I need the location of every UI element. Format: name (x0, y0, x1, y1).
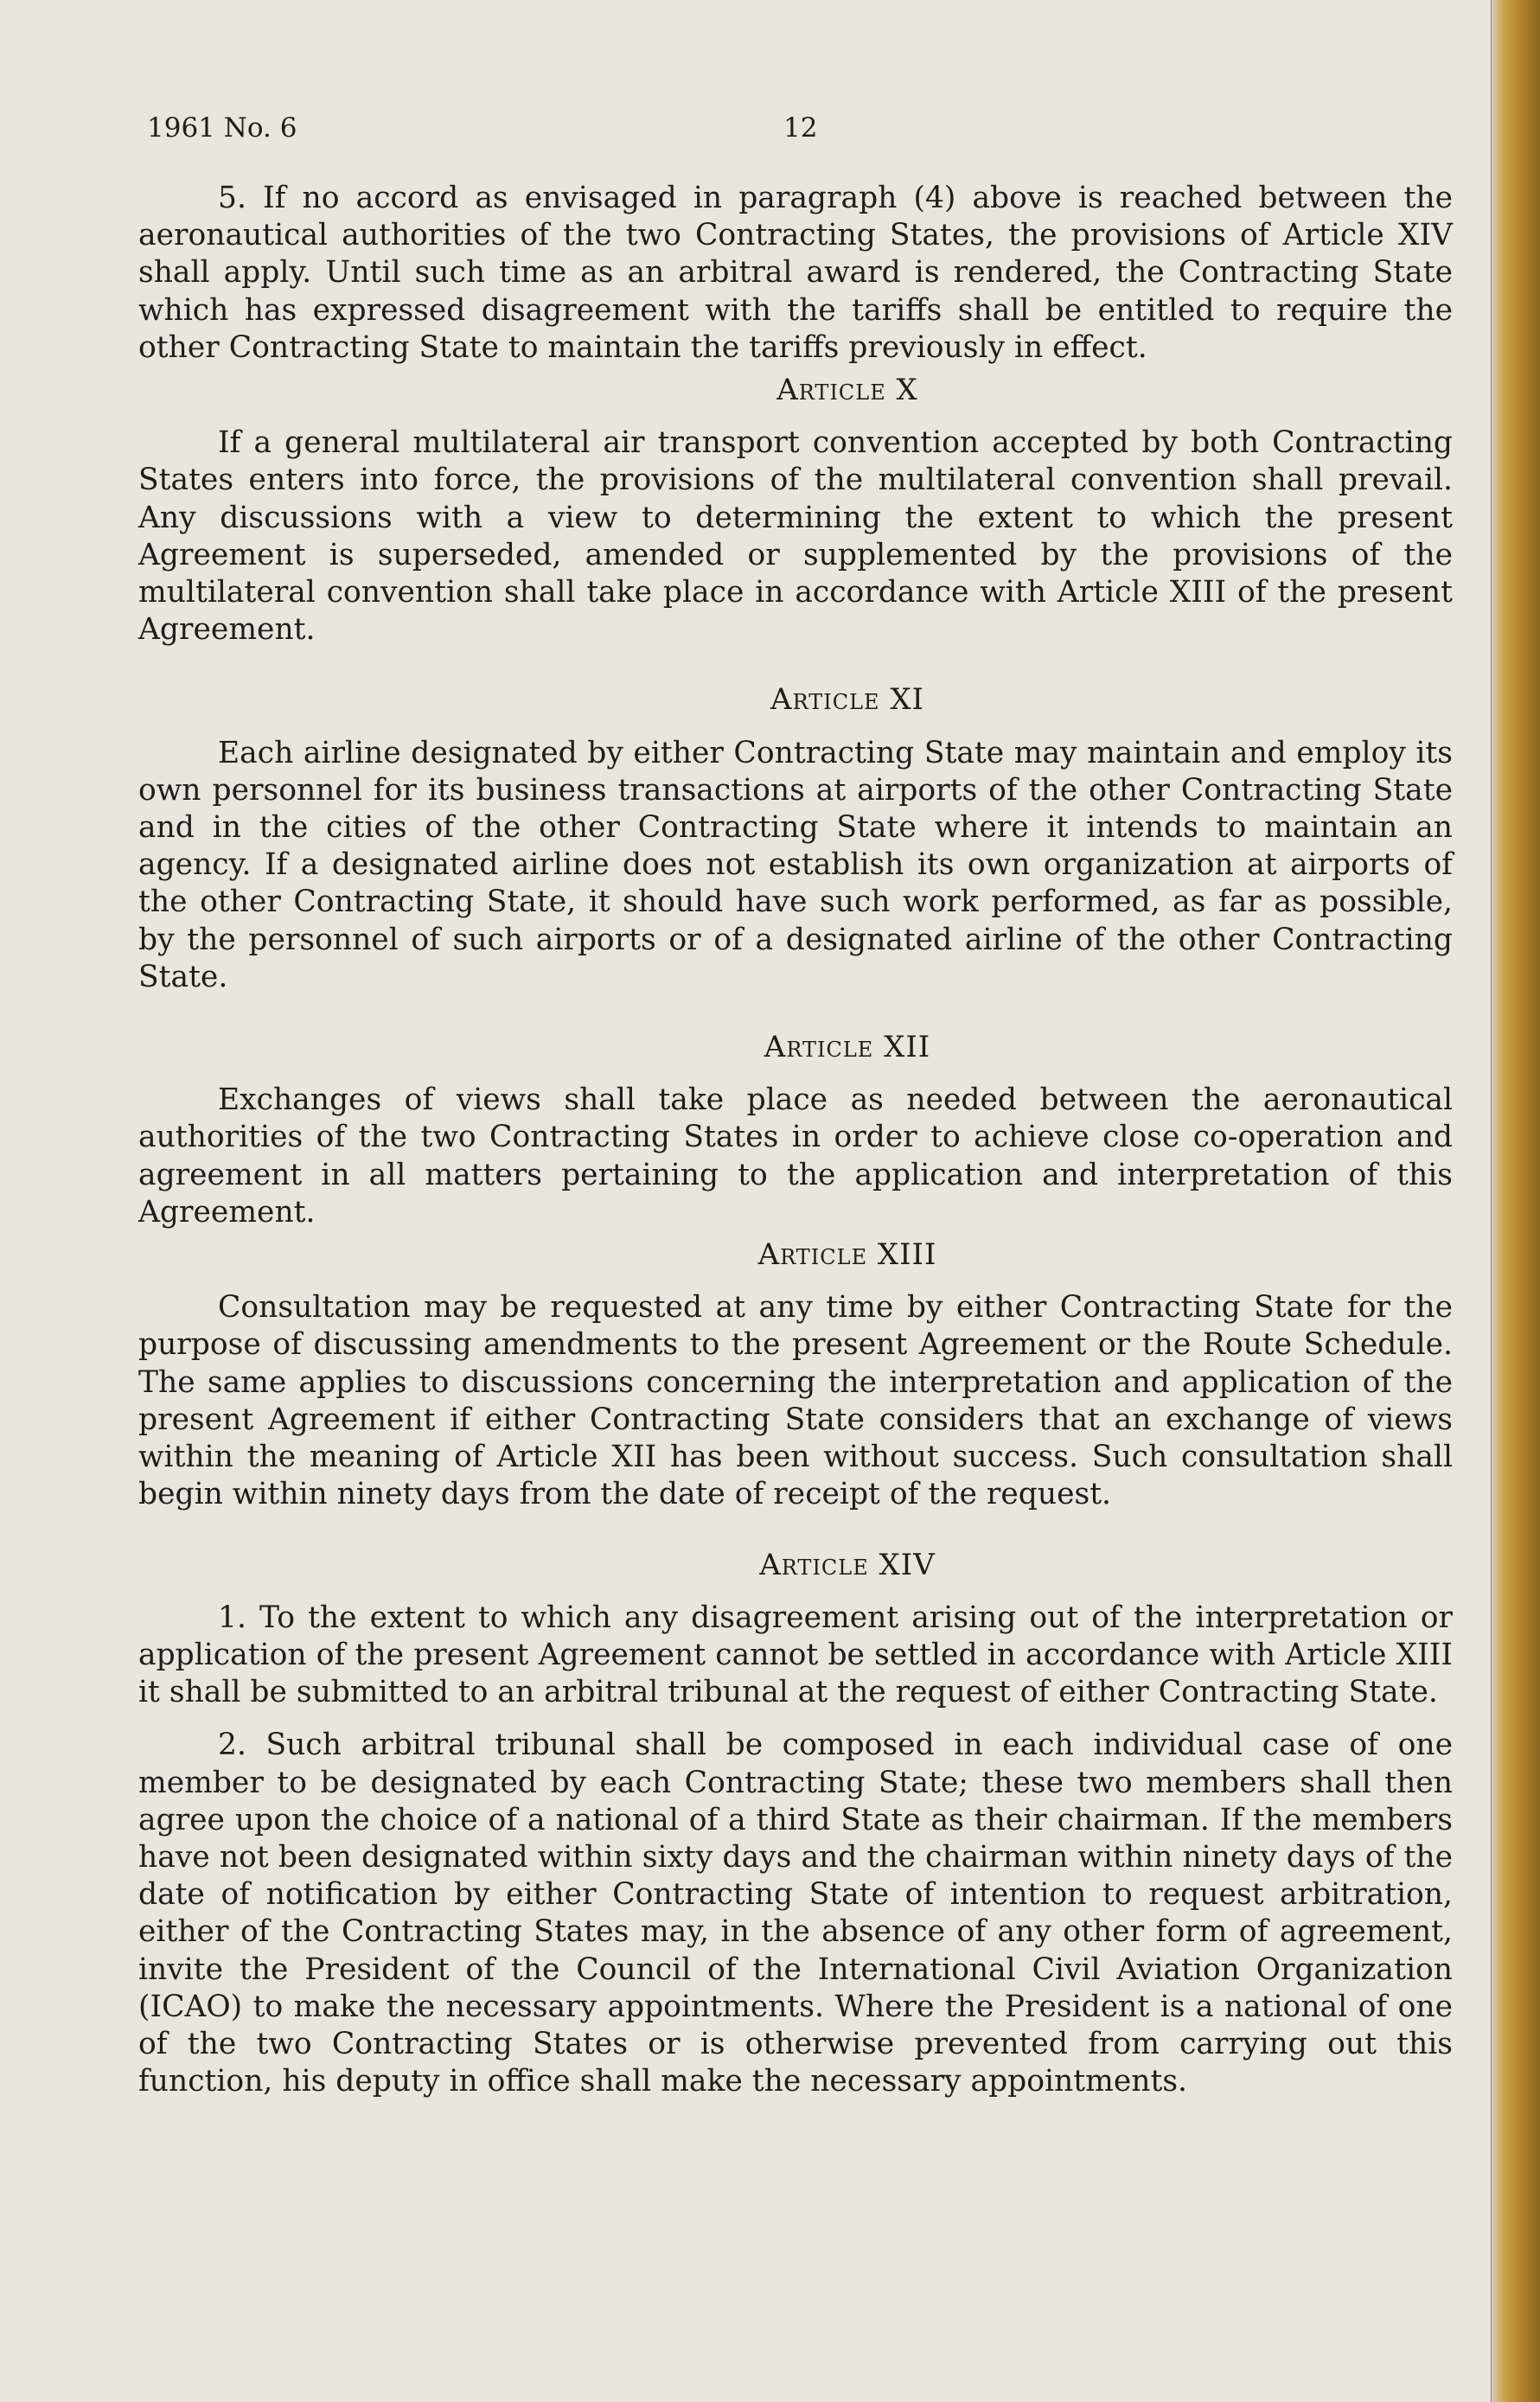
page-number: 12 (783, 112, 818, 144)
article-xiii-text: Consultation may be requested at any time by either Contracting State for the purpose of discussing amendments to the present Agreement or the Route Schedule. The same applies to discussions concerning the interpretation and application of the present Agreement if either Contracting State considers that an exchange of views within the meaning of Article XII has been without success. Such consultation shall begin within ninety days from the date of receipt of the request. (138, 1290, 1453, 1512)
book-spine-edge (1492, 0, 1540, 2402)
article-xiv-paragraph-1: 1. To the extent to which any disagreement arising out of the interpretation or application of the present Agreement cannot be settled in accordance with Article XIII it shall be submitted to an arbitral tribunal at the request of either Contracting State. (138, 1600, 1453, 1710)
paragraph-5: 5. If no accord as envisaged in paragraph (4) above is reached between the aeronautical authorities of the two Contracting States, the provisions of Article XIV shall apply. Until such time as an arbitral award is rendered, the Contracting State which has expressed disagreement with the tariffs shall be entitled to require the other Contracting State to maintain the tariffs previously in effect. (138, 181, 1453, 365)
document-body (138, 180, 1453, 2100)
article-xii-text: Exchanges of views shall take place as needed between the aeronautical authorities of the two Contracting States in order to achieve close co-operation and agreement in all matters pertaining to the application and interpretation of this Agreement. (138, 1083, 1453, 1230)
article-xiii-heading: Article XIII (757, 1237, 937, 1273)
article-xii-heading: Article XII (764, 1030, 931, 1065)
article-xi-heading: Article XI (770, 682, 924, 718)
running-header (147, 112, 1444, 147)
document-reference: 1961 No. 6 (147, 112, 297, 144)
article-x-heading: Article X (776, 373, 918, 408)
article-xiv-paragraph-2: 2. Such arbitral tribunal shall be composed in each individual case of one member to be designated by each Contracting State; these two members shall then agree upon the choice of a national of a third State as their chairman. If the members have not been designated within sixty days and the chairman within ninety days of the date of notification by either Contracting State of intention to request arbitration, either of the Contracting States may, in the absence of any other form of agreement, invite the President of the Council of the International Civil Aviation Organization (ICAO) to make the necessary appointments. Where the President is a national of one of the two Contracting States or is otherwise prevented from carrying out this function, his deputy in office shall make the necessary appointments. (138, 1728, 1453, 2099)
article-xi-text: Each airline designated by either Contracting State may maintain and employ its own personnel for its business transactions at airports of the other Contracting State and in the cities of the other Contracting State where it intends to maintain an agency. If a designated airline does not establish its own organization at airports of the other Contracting State, it should have such work performed, as far as possible, by the personnel of such airports or of a designated airline of the other Contracting State. (138, 735, 1453, 994)
article-x-text: If a general multilateral air transport convention accepted by both Contracting States enters into force, the provisions of the multilateral convention shall prevail. Any discussions with a view to determining the extent to which the present Agreement is superseded, amended or supplemented by the provisions of the multilateral convention shall take place in accordance with Article XIII of the present Agreement. (138, 425, 1453, 648)
article-xiv-heading: Article XIV (759, 1547, 936, 1582)
